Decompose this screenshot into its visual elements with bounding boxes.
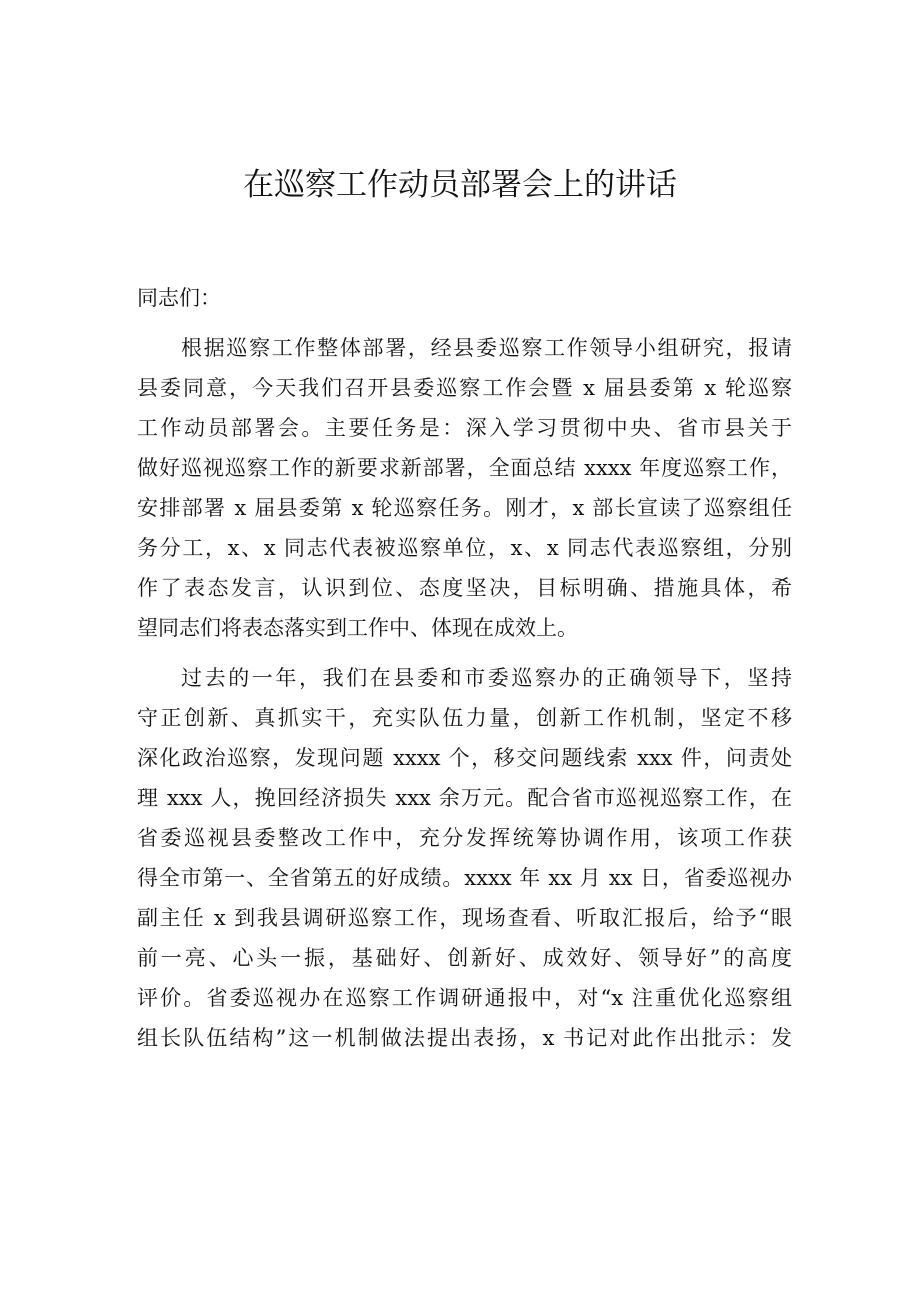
paragraph-2 <box>137 658 792 1058</box>
paragraph-line: 做好巡视巡察工作的新要求新部署，全面总结 xxxx 年度巡察工作， <box>137 456 792 480</box>
paragraph-line: 过去的一年，我们在县委和市委巡察办的正确领导下，坚持 <box>181 666 792 690</box>
paragraph-line: 评价。省委巡视办在巡察工作调研通报中，对“x 注重优化巡察组 <box>137 986 792 1010</box>
salutation: 同志们： <box>137 286 221 310</box>
paragraph-line: 得全市第一、全省第五的好成绩。xxxx 年 xx 月 xx 日，省委巡视办 <box>137 866 792 890</box>
paragraph-line: 望同志们将表态落实到工作中、体现在成效上。 <box>137 616 578 640</box>
paragraph-line: 县委同意，今天我们召开县委巡察工作会暨 x 届县委第 x 轮巡察 <box>137 376 792 400</box>
paragraph-line: 工作动员部署会。主要任务是：深入学习贯彻中央、省市县关于 <box>137 416 792 440</box>
paragraph-1 <box>137 328 792 648</box>
paragraph-line: 守正创新、真抓实干，充实队伍力量，创新工作机制，坚定不移 <box>137 706 792 730</box>
document-title: 在巡察工作动员部署会上的讲话 <box>243 167 677 203</box>
paragraph-line: 务分工，x、x 同志代表被巡察单位，x、x 同志代表巡察组，分别 <box>137 536 792 560</box>
paragraph-line: 深化政治巡察，发现问题 xxxx 个，移交问题线索 xxx 件，问责处 <box>137 746 792 770</box>
paragraph-line: 前一亮、心头一振，基础好、创新好、成效好、领导好”的高度 <box>137 946 792 970</box>
paragraph-line: 安排部署 x 届县委第 x 轮巡察任务。刚才，x 部长宣读了巡察组任 <box>137 496 792 520</box>
paragraph-line: 省委巡视县委整改工作中，充分发挥统筹协调作用，该项工作获 <box>137 826 792 850</box>
document-body <box>137 278 792 1058</box>
paragraph-line: 根据巡察工作整体部署，经县委巡察工作领导小组研究，报请 <box>181 336 792 360</box>
paragraph-line: 组长队伍结构”这一机制做法提出表扬，x 书记对此作出批示：发 <box>137 1026 792 1050</box>
paragraph-line: 副主任 x 到我县调研巡察工作，现场查看、听取汇报后，给予“眼 <box>137 906 792 930</box>
paragraph-line: 作了表态发言，认识到位、态度坚决，目标明确、措施具体，希 <box>137 576 792 600</box>
paragraph-line: 理 xxx 人，挽回经济损失 xxx 余万元。配合省市巡视巡察工作，在 <box>137 786 792 810</box>
